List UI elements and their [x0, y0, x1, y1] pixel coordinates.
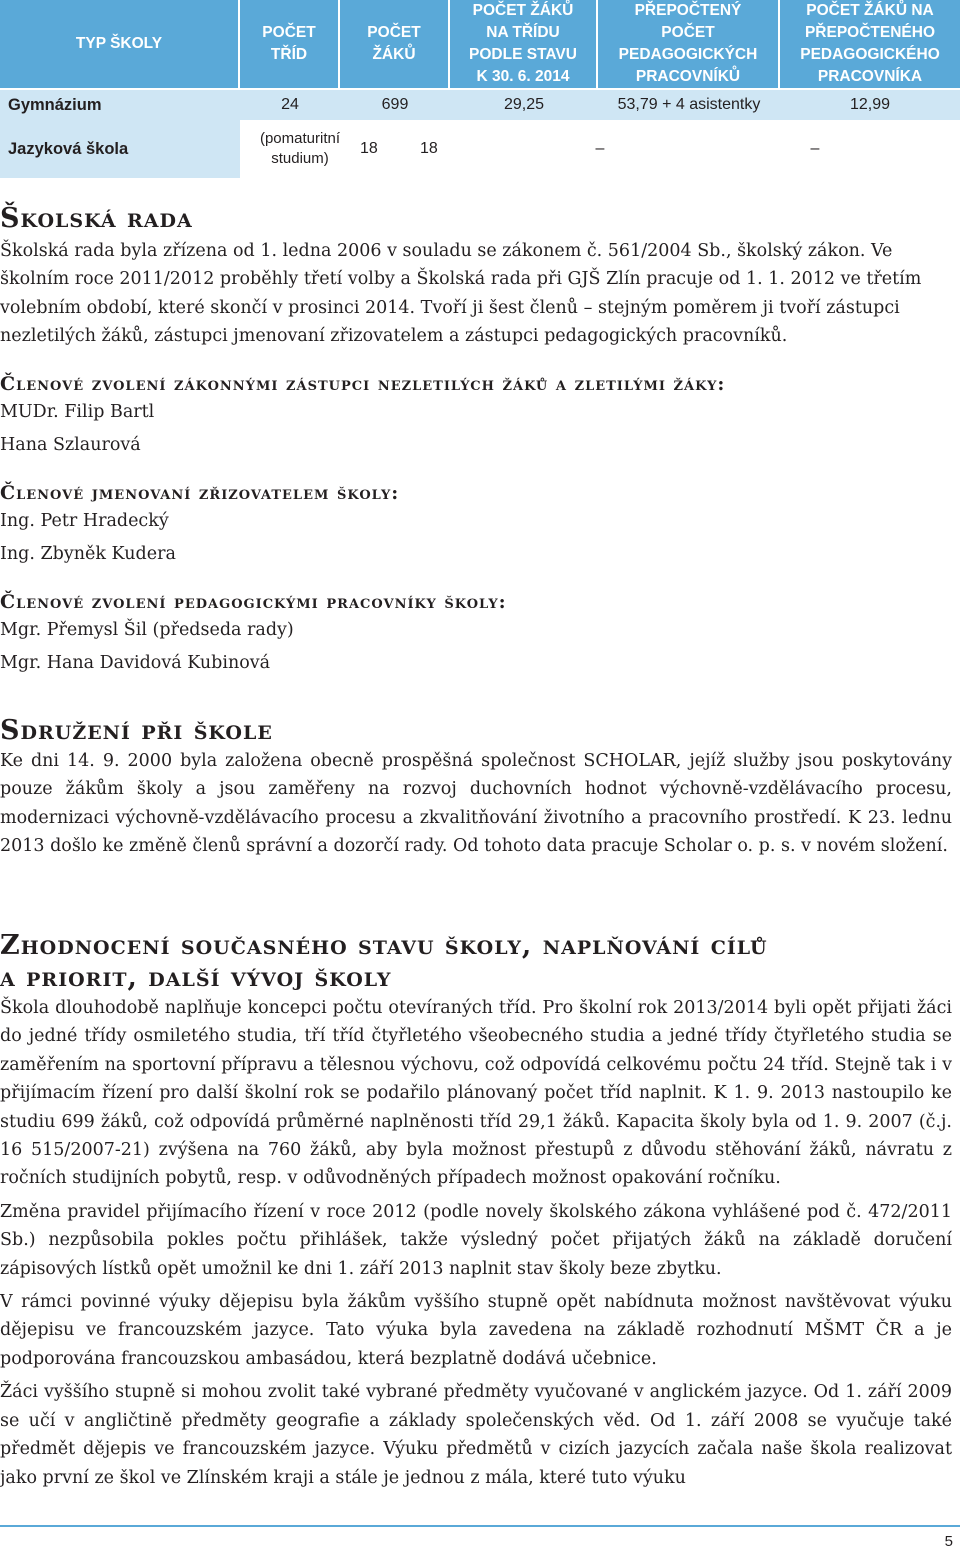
row-per-class: 29,25 [503, 96, 545, 113]
evaluation-paragraph: Žáci vyššího stupně si mohou zvolit také vybrané předměty vyučované v anglickém jazyce. Od 1. září 2009 se učí v angličtině předměty geografie a základy společenských věd. Od 1. září 2008 se vyučuje také předmět dějepis ve francouzském jazyce. Výuku předmětů v cizích jazycích začala naše škola realizovat jako první ze škol ve Zlínském kraji a stále je jednou z mála, které tuto výuku [0, 1382, 952, 1488]
school-stats-table [0, 0, 960, 178]
row-students: 699 [381, 96, 409, 113]
board-member: Hana Szlaurová [0, 435, 141, 455]
association-heading: Sdružení při škole [0, 715, 273, 746]
association-text: Ke dni 14. 9. 2000 byla založena obecně prospěšná společnost SCHOLAR, jejíž služby jsou poskytovány pouze žákům školy a jsou zaměřeny na rozvoj duchovních hodnot výchovně-vzdělávacího procesu, modernizaci výchovně-vzdělávacího procesu a zkvalitňování životního a pracovního prostředí. K 23. lednu 2013 došlo ke změně členů správní a dozorčí rady. Od tohoto data pracuje Scholar o. p. s. v novém složení. [0, 751, 952, 857]
header-students-per-teacher: POČET ŽÁKŮ NA PŘEPOČTENÉHO PEDAGOGICKÉHO PRACOVNÍKA [780, 0, 960, 88]
row-classes: 18 [360, 140, 378, 157]
board-member: Mgr. Hana Davidová Kubinová [0, 653, 271, 673]
row-students: 18 [420, 140, 438, 157]
board-group [0, 590, 952, 680]
table-row [0, 120, 960, 178]
board-group-title: Členové zvolení pedagogickými pracovníky školy: [0, 591, 507, 613]
evaluation-heading-line1: Zhodnocení současného stavu školy, naplňování cílů [0, 930, 768, 961]
header-students-per-class: POČET ŽÁKŮ NA TŘÍDU PODLE STAVU K 30. 6. 2014 [450, 0, 598, 88]
header-school-type: TYP ŠKOLY [0, 0, 240, 88]
school-board-section [0, 203, 952, 351]
board-member: Mgr. Přemysl Šil (předseda rady) [0, 620, 294, 640]
row-school-type: Jazyková škola [0, 120, 240, 178]
board-group [0, 372, 952, 462]
board-member: Ing. Petr Hradecký [0, 511, 169, 531]
header-teachers: PŘEPOČTENÝ POČET PEDAGOGICKÝCH PRACOVNÍKŮ [598, 0, 780, 88]
row-teachers: 53,79 + 4 asistentky [617, 96, 761, 113]
association-section [0, 715, 952, 861]
board-group-title: Členové jmenovaní zřizovatelem školy: [0, 482, 400, 504]
header-students: POČET ŽÁKŮ [340, 0, 450, 88]
table-header [0, 0, 960, 88]
board-member: Ing. Zbyněk Kudera [0, 544, 176, 564]
evaluation-section [0, 930, 952, 1492]
school-board-text: Školská rada byla zřízena od 1. ledna 2006 v souladu se zákonem č. 561/2004 Sb., školský zákon. Ve školním roce 2011/2012 proběhly třetí volby a Školská rada při GJŠ Zlín pracuje od 1. 1. 2012 ve třetím volebním období, které skončí v prosinci 2014. Tvoří ji šest členů – stejným poměrem ji tvoří zástupci nezletilých žáků, zástupci jmenovaní zřizovatelem a zástupci pedagogických pracovníků. [0, 241, 922, 347]
evaluation-paragraph: V rámci povinné výuky dějepisu byla žákům vyššího stupně opět nabídnuta možnost navštěvovat výuku dějepisu ve francouzském jazyce. Tato výuka byla zavedena na základě rozhodnutí MŠMT ČR a je podporována francouzskou ambasádou, která bezplatně dodává učebnice. [0, 1292, 952, 1369]
row-school-type: Gymnázium [8, 95, 102, 114]
evaluation-paragraph: Změna pravidel přijímacího řízení v roce 2012 (podle novely školského zákona vyhlášené pod č. 472/2011 Sb.) nezpůsobila pokles počtu přihlášek, takže výsledný počet přijatých žáků na základě doručení zápisových lístků opět umožnil ke dni 1. září 2013 naplnit stav školy beze zbytku. [0, 1201, 952, 1279]
footer-divider [0, 1525, 960, 1527]
school-board-heading: Školská rada [0, 203, 193, 234]
table-row [0, 90, 960, 120]
board-group-title: Členové zvolení zákonnými zástupci nezletilých žáků a zletilými žáky: [0, 373, 726, 395]
row-classes: 24 [281, 96, 299, 113]
row-per-teacher: – [810, 140, 820, 157]
evaluation-paragraph: Škola dlouhodobě naplňuje koncepci počtu otevíraných tříd. Pro školní rok 2013/2014 byli opět přijati žáci do jedné třídy osmiletého studia, tří tříd čtyřletého všeobecného studia a jedné třídy čtyřletého studia se zaměřením na sportovní přípravu a tělesnou výchovu, což odpovídá celkovému počtu 24 tříd. Stejně tak i v přijímacím řízení pro další školní rok se podařilo plánovaný počet tříd naplnit. K 1. 9. 2013 nastoupilo ke studiu 699 žáků, což odpovídá průměrné naplněnosti tříd 29,1 žáků. Kapacita školy byla od 1. 9. 2007 (č.j. 16 515/2007-21) zvýšena na 760 žáků, aby byla možnost přestupů z důvodu stěhování žáků, návratu z ročních studijních pobytů, resp. v odůvodněných případech možnost opakování ročníku. [0, 998, 952, 1189]
board-group [0, 481, 952, 571]
row-per-teacher: 12,99 [849, 96, 891, 113]
row-note: (pomaturitní studium) [259, 130, 341, 167]
board-member: MUDr. Filip Bartl [0, 402, 155, 422]
evaluation-heading-line2: a priorit, další vývoj školy [0, 962, 392, 993]
page-number: 5 [944, 1533, 953, 1550]
row-teachers: – [595, 140, 605, 157]
header-classes: POČET TŘÍD [240, 0, 340, 88]
